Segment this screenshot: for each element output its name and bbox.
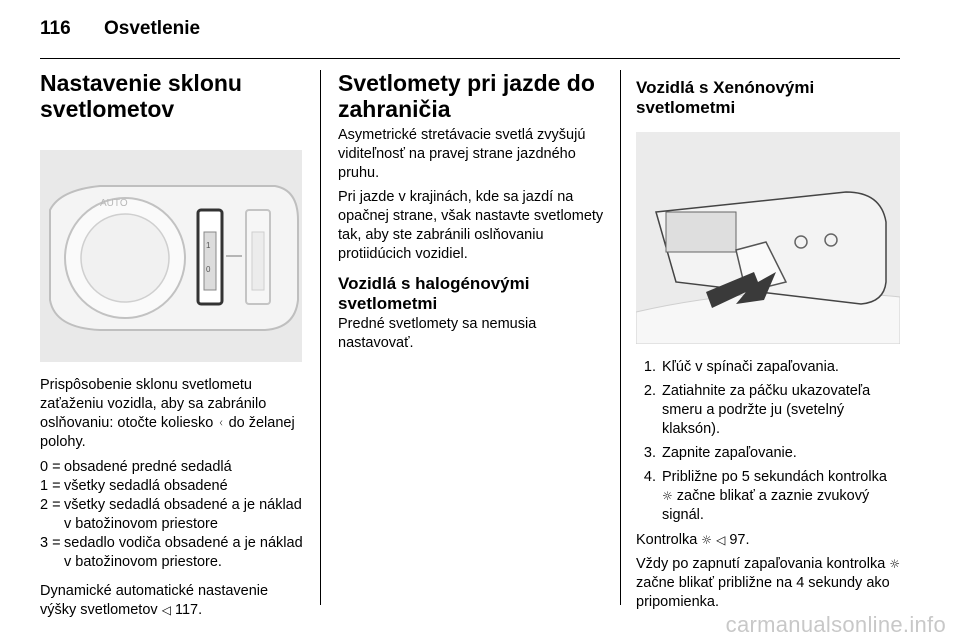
wheel-label-1: 1 bbox=[206, 241, 211, 250]
step4-text-b: začne blikať a zaznie zvukový signál. bbox=[662, 488, 870, 523]
headlight-range-text bbox=[40, 376, 305, 452]
headlight-level-icon: ᚲ bbox=[217, 416, 225, 430]
section-heading-driving-abroad: Svetlomety pri jazde do zahraničia bbox=[338, 70, 595, 122]
indicator-ref-label: Kontrolka bbox=[636, 532, 698, 548]
list-item: 3. Zapnite zapaľovanie. bbox=[643, 445, 797, 461]
column-xenon bbox=[636, 70, 901, 612]
indicator-ref-link[interactable]: 97. bbox=[729, 532, 750, 548]
warning-lamp-icon: ☼ bbox=[889, 557, 901, 571]
header-rule bbox=[40, 58, 900, 59]
column-divider-2 bbox=[620, 70, 621, 605]
light-switch-illustration bbox=[40, 150, 302, 362]
list-item: 2. Zatiahnite za páčku ukazovateľa smeru a podržte ju (svetelný klaksón). bbox=[643, 383, 871, 437]
indicator-stalk-illustration bbox=[636, 132, 900, 344]
watermark: carmanualsonline.info bbox=[725, 612, 946, 637]
column-driving-abroad bbox=[338, 70, 608, 353]
load-position-list bbox=[40, 458, 305, 572]
warning-lamp-icon: ☼ bbox=[701, 533, 713, 547]
indicator-ref-text bbox=[636, 531, 901, 550]
list-item: 2 = všetky sedadlá obsadené a je náklad v batožinovom priestore bbox=[40, 497, 302, 532]
xenon-heading: Vozidlá s Xenónovými svetlometmi bbox=[636, 78, 815, 117]
halogen-heading: Vozidlá s halogénovými svetlometmi bbox=[338, 274, 530, 313]
list-item: 4. Približne po 5 sekundách kontrolka ☼ začne blikať a zaznie zvukový signál. bbox=[643, 469, 887, 523]
step4-text-a: Približne po 5 sekundách kontrolka bbox=[662, 469, 887, 485]
dynamic-leveling-ref[interactable]: 117. bbox=[174, 602, 203, 618]
page-header bbox=[40, 18, 200, 40]
list-item: 3 = sedadlo vodiča obsadené a je náklad v batožinovom priestore. bbox=[40, 535, 303, 570]
reference-arrow-icon: ◁ bbox=[161, 603, 171, 617]
dynamic-leveling-text-a: Dynamické automatické nastavenie výšky svetlometov bbox=[40, 583, 269, 618]
reminder-text-b: začne blikať približne na 4 sekundy ako pripomienka. bbox=[636, 575, 890, 610]
halogen-text: Predné svetlomety sa nemusia nastavovať. bbox=[338, 316, 537, 351]
indicator-stalk-image bbox=[636, 132, 900, 344]
list-item: 1 = všetky sedadlá obsadené bbox=[40, 478, 228, 494]
reminder-text-a: Vždy po zapnutí zapaľovania kontrolka bbox=[636, 556, 886, 572]
section-title: Osvetlenie bbox=[104, 18, 201, 39]
column-headlight-range bbox=[40, 70, 305, 620]
list-item: 1. Kľúč v spínači zapaľovania. bbox=[643, 359, 839, 375]
asymmetric-beam-text: Asymetrické stretávacie svetlá zvyšujú viditeľnosť na pravej strane jazdného pruhu. bbox=[338, 127, 586, 181]
auto-label: AUTO bbox=[100, 198, 128, 209]
column-divider-1 bbox=[320, 70, 321, 605]
warning-lamp-icon: ☼ bbox=[662, 489, 673, 503]
reference-arrow-icon: ◁ bbox=[716, 533, 726, 547]
page-number: 116 bbox=[40, 18, 71, 39]
dynamic-leveling-text bbox=[40, 582, 305, 620]
opposite-side-text: Pri jazde v krajinách, kde sa jazdí na opačnej strane, však nastavte svetlomety tak, aby ste zabránili oslňovaniu protiidúcich vozidiel. bbox=[338, 189, 604, 262]
reminder-text bbox=[636, 555, 901, 612]
list-item: 0 = obsadené predné sedadlá bbox=[40, 459, 232, 475]
wheel-label-0: 0 bbox=[206, 265, 211, 274]
section-heading-headlight-range: Nastavenie sklonu svetlometov bbox=[40, 70, 242, 122]
xenon-steps-list bbox=[636, 358, 901, 525]
light-switch-image bbox=[40, 150, 302, 362]
headlight-range-text-b: do želanej polohy. bbox=[40, 415, 295, 450]
headlight-range-text-a: Prispôsobenie sklonu svetlometu zaťaženiu vozidla, aby sa zabránilo oslňovaniu: otočte koliesko bbox=[40, 377, 267, 431]
